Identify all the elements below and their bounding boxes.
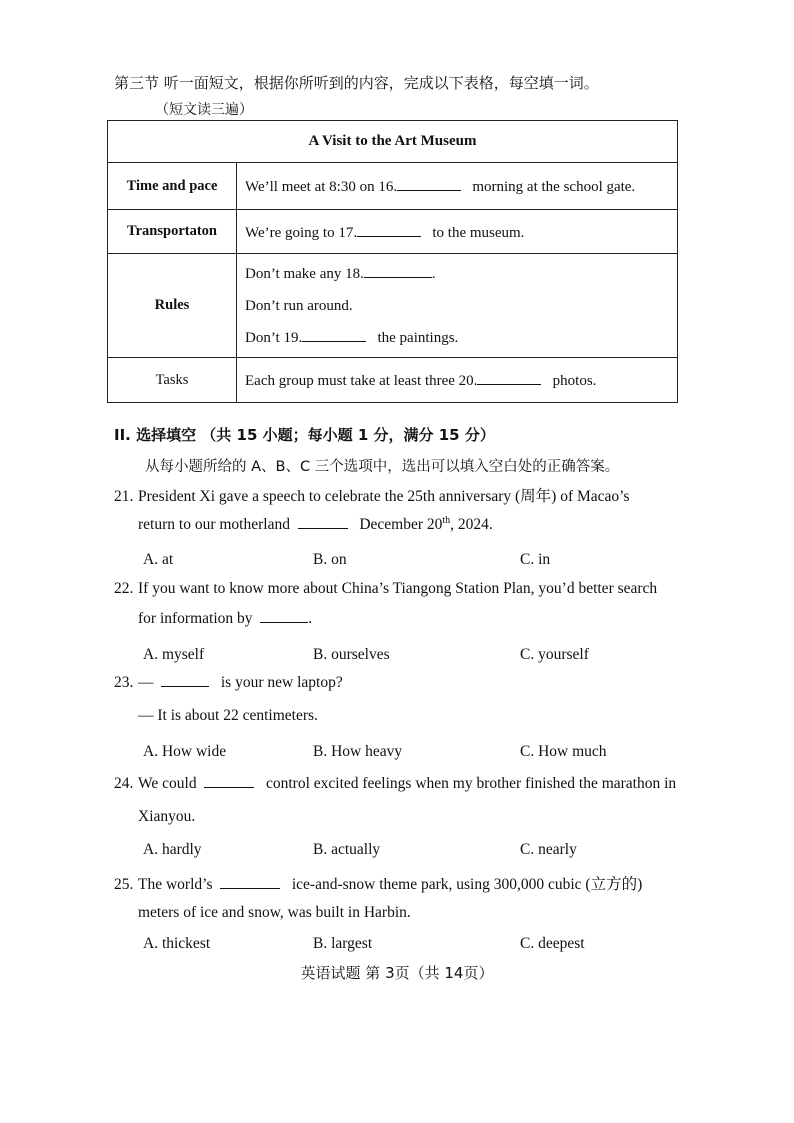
question-22-cont [138, 610, 312, 628]
row-text: . [431, 265, 436, 282]
row-text: We’re going to 17. [245, 224, 358, 241]
answer-blank-16[interactable] [397, 176, 461, 191]
part2-instruction: 从每小题所给的 A、B、C 三个选项中，选出可以填入空白处的正确答案。 [145, 459, 620, 475]
answer-blank-17[interactable] [357, 222, 421, 237]
table-row [108, 358, 678, 403]
question-number: 25. [114, 876, 134, 893]
section3-heading: 第三节 听一面短文，根据你所听到的内容，完成以下表格，每空填一词。 [114, 74, 599, 92]
option-a[interactable]: A. thickest [143, 935, 211, 952]
question-21 [114, 484, 630, 506]
art-museum-table [107, 120, 678, 403]
question-22 [114, 580, 657, 598]
question-23 [114, 674, 343, 692]
option-b[interactable]: B. ourselves [313, 646, 390, 663]
question-text: If you want to know more about China’s Tiangong Station Plan, you’d better search [138, 580, 658, 597]
part2-heading: II. 选择填空 （共 15 小题；每小题 1 分，满分 15 分） [114, 426, 495, 444]
answer-blank-20[interactable] [477, 370, 541, 385]
question-text: return to our motherland [138, 516, 290, 534]
question-24 [114, 775, 676, 793]
option-c[interactable]: C. in [520, 551, 551, 568]
row-label: Time and pace [108, 163, 237, 210]
answer-blank-19[interactable] [302, 327, 366, 342]
question-21-cont [138, 515, 493, 534]
question-number: 24. [114, 775, 134, 792]
question-text: ice-and-snow theme park, using 300,000 cubic (立方的) [291, 876, 643, 893]
answer-blank-21[interactable] [298, 516, 348, 529]
question-text: . [308, 610, 313, 627]
row-text: morning at the school gate. [472, 179, 636, 195]
rule-item [245, 258, 669, 290]
answer-blank-18[interactable] [364, 263, 432, 278]
answer-blank-22[interactable] [260, 610, 308, 623]
row-text: Don’t make any 18. [245, 265, 364, 282]
question-text: , 2024. [450, 516, 493, 534]
option-c[interactable]: C. nearly [520, 841, 577, 858]
question-text: control excited feelings when my brother finished the marathon in [265, 775, 677, 792]
option-a[interactable]: A. myself [143, 646, 205, 663]
option-b[interactable]: B. on [313, 551, 347, 568]
answer-blank-24[interactable] [204, 775, 254, 788]
page-footer: 英语试题 第 3页（共 14页） [300, 964, 494, 982]
answer-blank-25[interactable] [220, 876, 280, 889]
question-text: We could [138, 775, 197, 792]
table-row [108, 163, 678, 210]
row-label: Tasks [108, 358, 237, 403]
question-text: President Xi gave a speech to celebrate the 25th anniversary (周年) of Macao’s [138, 488, 630, 505]
option-c[interactable]: C. deepest [520, 935, 585, 952]
row-content [237, 210, 678, 254]
answer-blank-23[interactable] [161, 674, 209, 687]
section3-note: （短文读三遍） [155, 102, 253, 118]
row-content [237, 358, 678, 403]
question-25 [114, 872, 642, 894]
table-title: A Visit to the Art Museum [108, 121, 678, 163]
table-row [108, 254, 678, 358]
question-number: 22. [114, 580, 134, 597]
option-c[interactable]: C. How much [520, 743, 607, 760]
question-number: 23. [114, 674, 134, 691]
option-a[interactable]: A. hardly [143, 841, 202, 858]
row-label: Rules [108, 254, 237, 358]
row-text: Each group must take at least three 20. [245, 373, 478, 389]
question-text: December 20 [359, 516, 443, 534]
question-number: 21. [114, 488, 134, 505]
question-24-cont: Xianyou. [138, 808, 196, 825]
option-a[interactable]: A. at [143, 551, 174, 568]
option-c[interactable]: C. yourself [520, 646, 589, 663]
table-row [108, 210, 678, 254]
question-text: is your new laptop? [220, 674, 343, 691]
row-content [237, 254, 678, 358]
row-label: Transportaton [108, 210, 237, 254]
row-text: photos. [552, 373, 597, 389]
row-content [237, 163, 678, 210]
option-b[interactable]: B. How heavy [313, 743, 403, 760]
option-b[interactable]: B. actually [313, 841, 381, 858]
option-b[interactable]: B. largest [313, 935, 373, 952]
row-text: We’ll meet at 8:30 on 16. [245, 179, 398, 195]
rule-item: Don’t run around. [245, 297, 353, 314]
question-text: The world’s [138, 876, 213, 893]
option-a[interactable]: A. How wide [143, 743, 227, 760]
question-text: — [138, 674, 154, 691]
question-text: for information by [138, 610, 253, 627]
row-text: to the museum. [432, 224, 525, 241]
row-text: Don’t 19. [245, 329, 303, 346]
question-25-cont: meters of ice and snow, was built in Harbin. [138, 904, 411, 921]
question-23-cont: — It is about 22 centimeters. [138, 707, 318, 724]
row-text: the paintings. [377, 329, 459, 346]
rule-item [245, 322, 669, 354]
superscript: th [442, 515, 451, 526]
